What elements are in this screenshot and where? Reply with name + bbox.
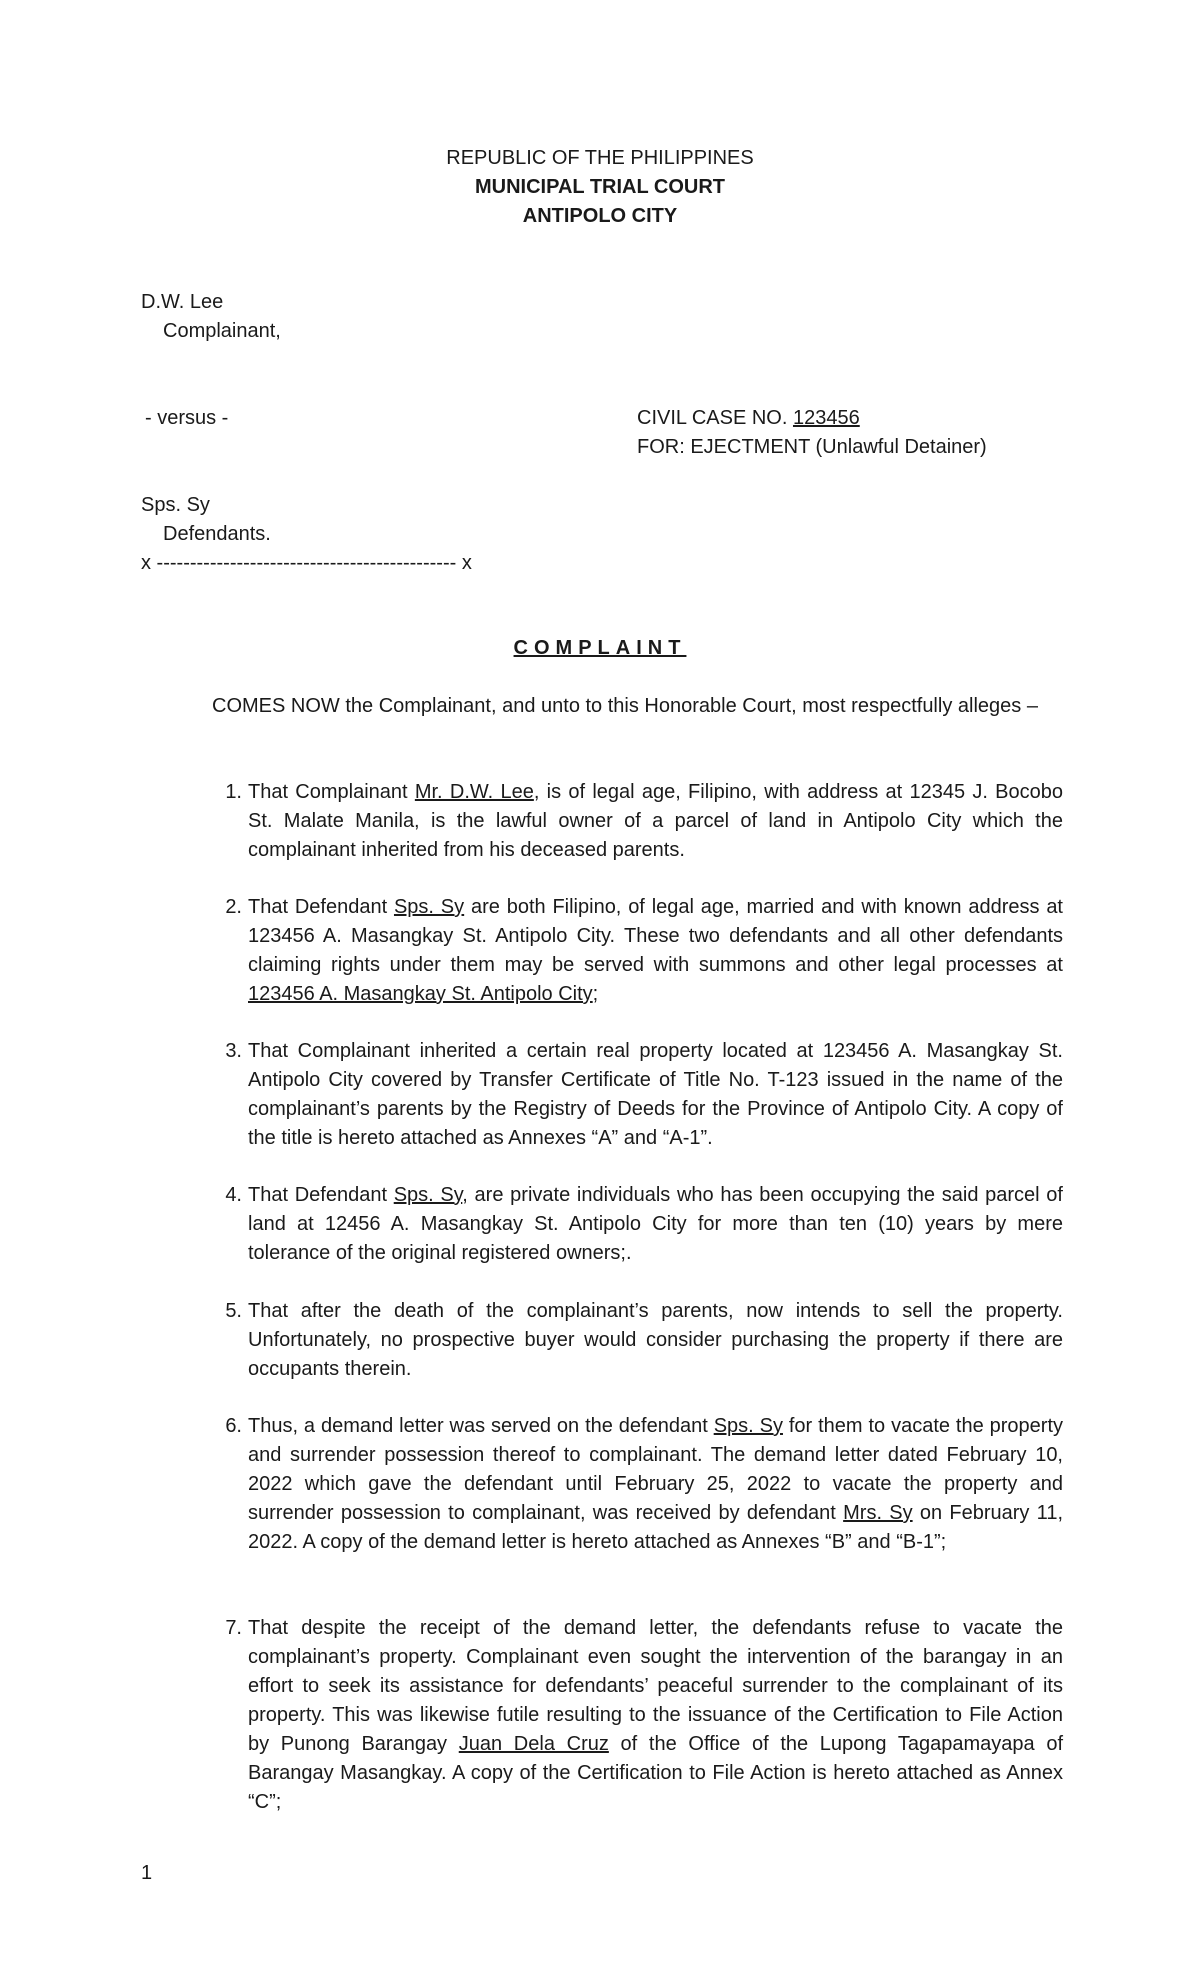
complainant-role: Complainant,: [163, 320, 281, 342]
item-text: That Defendant: [248, 896, 394, 918]
header-city: ANTIPOLO CITY: [522, 205, 678, 227]
item-text: Thus, a demand letter was served on the defendant: [248, 1415, 714, 1437]
item-number: 1.: [225, 781, 242, 803]
list-item: [225, 1412, 1064, 1557]
item-text: That Defendant: [248, 1184, 394, 1206]
item-text: That despite the receipt of the demand letter, the defendants refuse to vacate the complainant’s property. Complainant even sought the intervention of the barangay in an effort to seek its assistance for defendants’ peaceful surrender to the complainant of its property. This was likewise futile resulting to the issuance of the Certification to File Action by Punong Barangay: [248, 1617, 1063, 1755]
header-republic: REPUBLIC OF THE PHILIPPINES: [446, 147, 754, 169]
list-item: [225, 1614, 1063, 1817]
item-text: That Complainant inherited a certain real property located at 123456 A. Masangkay St. Antipolo City covered by Transfer Certificate of Title No. T-123 issued in the name of the complainant’s parents by the Registry of Deeds for the Province of Antipolo City. A copy of the title is hereto attached as Annexes “A” and “A-1”.: [248, 1040, 1063, 1149]
item-number: 7.: [225, 1617, 242, 1639]
item-underlined: 123456 A. Masangkay St. Antipolo City: [248, 983, 593, 1005]
item-text: of the Office of the Lupong Tagapamayapa of Barangay Masangkay. A copy of the Certification to File Action is hereto attached as Annex “C”;: [248, 1733, 1063, 1813]
item-number: 5.: [225, 1300, 242, 1322]
item-text: ;: [592, 983, 599, 1005]
caption-divider: x --------------------------------------------- x: [141, 552, 472, 574]
item-number: 2.: [225, 896, 242, 918]
item-text: on February 11, 2022. A copy of the demand letter is hereto attached as Annexes “B” and “B-1”;: [248, 1502, 1063, 1553]
document-title: COMPLAINT: [513, 637, 687, 659]
case-label: CIVIL CASE NO.: [637, 407, 788, 429]
document-title-wrap: [0, 634, 1200, 663]
item-underlined: Mr. D.W. Lee: [414, 781, 534, 803]
item-number: 4.: [225, 1184, 242, 1206]
case-number: 123456: [792, 407, 860, 429]
item-underlined: Sps. Sy: [393, 1184, 463, 1206]
intro-paragraph: COMES NOW the Complainant, and unto to this Honorable Court, most respectfully alleges –: [212, 695, 1038, 717]
complainant-name: D.W. Lee: [141, 291, 224, 313]
defendant-name: Sps. Sy: [141, 494, 210, 516]
item-text: are both Filipino, of legal age, married and with known address at 123456 A. Masangkay St. Antipolo City. These two defendants and all other defendants claiming rights under them may be served with summons and other legal processes at: [248, 896, 1063, 976]
item-underlined: Juan Dela Cruz: [458, 1733, 609, 1755]
item-number: 6.: [225, 1415, 242, 1437]
page-number: 1: [141, 1862, 153, 1884]
list-item: [225, 893, 1063, 1009]
defendant-role: Defendants.: [163, 523, 271, 545]
item-text: That after the death of the complainant’s parents, now intends to sell the property. Unfortunately, no prospective buyer would consider purchasing the property if there are occupants therein.: [248, 1300, 1063, 1380]
item-text: , are private individuals who has been occupying the said parcel of land at 12456 A. Masangkay St. Antipolo City for more than ten (10) years by mere tolerance of the original registered owners;.: [248, 1184, 1063, 1264]
item-underlined: Sps. Sy: [713, 1415, 783, 1437]
item-text: That Complainant: [248, 781, 415, 803]
case-for-line: FOR: EJECTMENT (Unlawful Detainer): [637, 436, 987, 458]
list-item: [225, 778, 1063, 865]
header-court: MUNICIPAL TRIAL COURT: [475, 176, 725, 198]
item-underlined: Mrs. Sy: [843, 1502, 913, 1524]
list-item: [225, 1037, 1063, 1153]
list-item: [225, 1181, 1063, 1268]
item-underlined: Sps. Sy: [393, 896, 465, 918]
item-text: for them to vacate the property and surrender possession thereof to complainant. The demand letter dated February 10, 2022 which gave the defendant until February 25, 2022 to vacate the property and surrender possession to complainant, was received by defendant: [248, 1415, 1064, 1524]
list-item: [225, 1297, 1063, 1384]
case-number-line: [637, 404, 860, 433]
item-number: 3.: [225, 1040, 242, 1062]
versus-label: - versus -: [145, 407, 229, 429]
item-text: , is of legal age, Filipino, with address at 12345 J. Bocobo St. Malate Manila, is the lawful owner of a parcel of land in Antipolo City which the complainant inherited from his deceased parents.: [248, 781, 1063, 861]
